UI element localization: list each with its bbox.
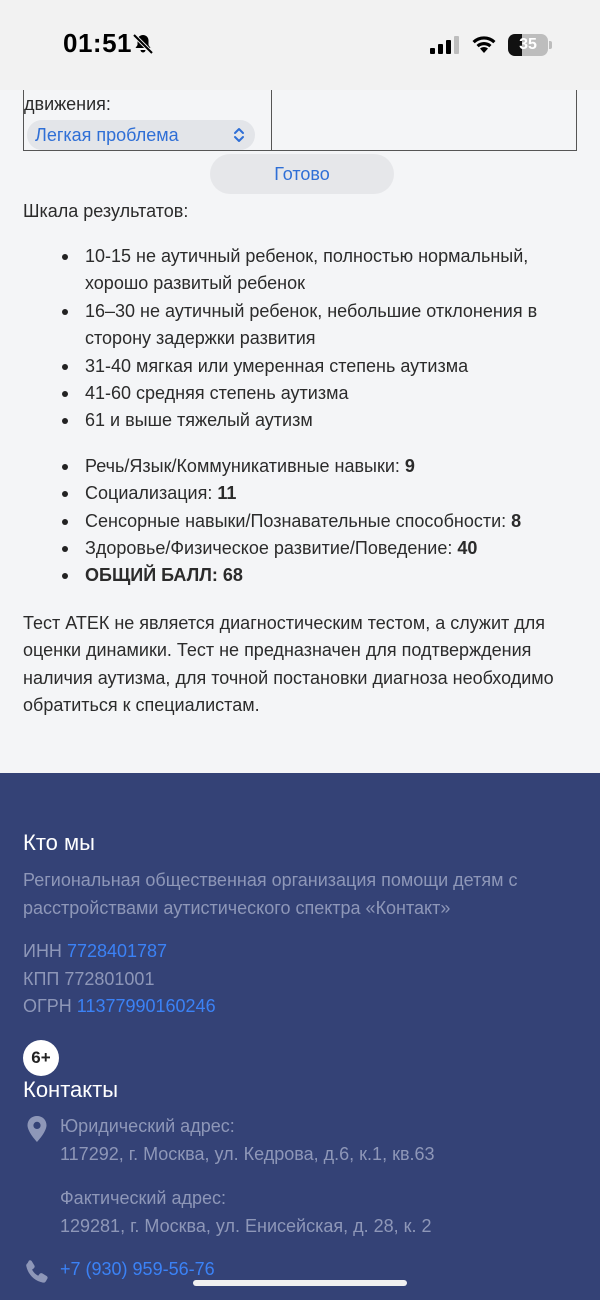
score-label: Сенсорные навыки/Познавательные способности: xyxy=(85,510,512,531)
answer-select[interactable] xyxy=(27,120,255,150)
legal-address-label: Юридический адрес: xyxy=(60,1116,235,1136)
score-item xyxy=(23,453,583,480)
score-value: 8 xyxy=(511,510,522,531)
ogrn-line xyxy=(23,996,216,1017)
score-item xyxy=(23,508,583,535)
score-item xyxy=(23,535,583,562)
cellular-signal-icon xyxy=(430,35,460,55)
battery-indicator xyxy=(508,34,548,56)
home-indicator[interactable] xyxy=(193,1280,407,1286)
score-value: 9 xyxy=(404,455,415,476)
ogrn-link[interactable]: 11377990160246 xyxy=(76,996,216,1016)
actual-address-label: Фактический адрес: xyxy=(60,1188,226,1208)
kpp-line: КПП 772801001 xyxy=(23,969,155,989)
list-item: 41-60 средняя степень аутизма xyxy=(23,380,583,407)
contacts-title: Контакты xyxy=(23,1077,119,1102)
bell-muted-icon xyxy=(132,33,154,55)
inn-line xyxy=(23,941,167,962)
age-rating-badge: 6+ xyxy=(23,1040,59,1076)
location-pin-icon xyxy=(25,1115,49,1143)
scale-list xyxy=(23,243,583,435)
legal-address-value: 117292, г. Москва, ул. Кедрова, д.6, к.1, кв.63 xyxy=(60,1144,435,1164)
inn-link[interactable]: 7728401787 xyxy=(66,941,168,961)
battery-percent: 35 xyxy=(519,36,537,53)
phone-icon xyxy=(23,1258,51,1286)
inn-label: ИНН xyxy=(23,941,67,961)
questionnaire-table-fragment xyxy=(23,90,577,151)
list-item: 61 и выше тяжелый аутизм xyxy=(23,407,583,434)
actual-address xyxy=(60,1184,432,1240)
done-button[interactable]: Готово xyxy=(210,154,394,194)
score-value: 40 xyxy=(457,538,478,559)
site-footer xyxy=(0,773,600,1300)
score-item xyxy=(23,480,583,507)
total-score: ОБЩИЙ БАЛЛ: 68 xyxy=(23,562,583,589)
chevron-up-down-icon xyxy=(233,126,245,144)
score-label: Здоровье/Физическое развитие/Поведение: xyxy=(85,538,458,559)
phone-link[interactable]: +7 (930) 959-56-76 xyxy=(60,1259,215,1279)
list-item: 16–30 не аутичный ребенок, небольшие отклонения в сторону задержки развития xyxy=(23,298,583,353)
score-list xyxy=(23,453,583,590)
status-bar xyxy=(0,0,600,90)
answer-select-value: Легкая проблема xyxy=(35,125,179,145)
wifi-icon xyxy=(470,33,498,55)
list-item: 31-40 мягкая или умеренная степень аутизма xyxy=(23,353,583,380)
battery-cap xyxy=(549,41,552,49)
score-label: Социализация: xyxy=(85,483,218,504)
list-item: 10-15 не аутичный ребенок, полностью нормальный, хорошо развитый ребенок xyxy=(23,243,583,298)
score-label: Речь/Язык/Коммуникативные навыки: xyxy=(85,455,405,476)
org-description: Региональная общественная организация помощи детям с расстройствами аутистического спектра «Контакт» xyxy=(23,870,518,918)
table-column-divider xyxy=(271,90,272,150)
disclaimer-text: Тест АТЕК не является диагностическим тестом, а служит для оценки динамики. Тест не предназначен для подтверждения наличия аутизма, для точной постановки диагноза необходимо обратиться к специалистам. xyxy=(23,612,554,716)
legal-address xyxy=(60,1112,435,1168)
status-time: 01:51 xyxy=(63,28,132,58)
row-label: движения: xyxy=(24,94,111,114)
actual-address-value: 129281, г. Москва, ул. Енисейская, д. 28, к. 2 xyxy=(60,1216,432,1236)
about-title: Кто мы xyxy=(23,830,95,855)
scale-title: Шкала результатов: xyxy=(23,201,189,221)
ogrn-label: ОГРН xyxy=(23,996,77,1016)
score-value: 11 xyxy=(217,483,237,504)
results-section xyxy=(23,196,583,720)
